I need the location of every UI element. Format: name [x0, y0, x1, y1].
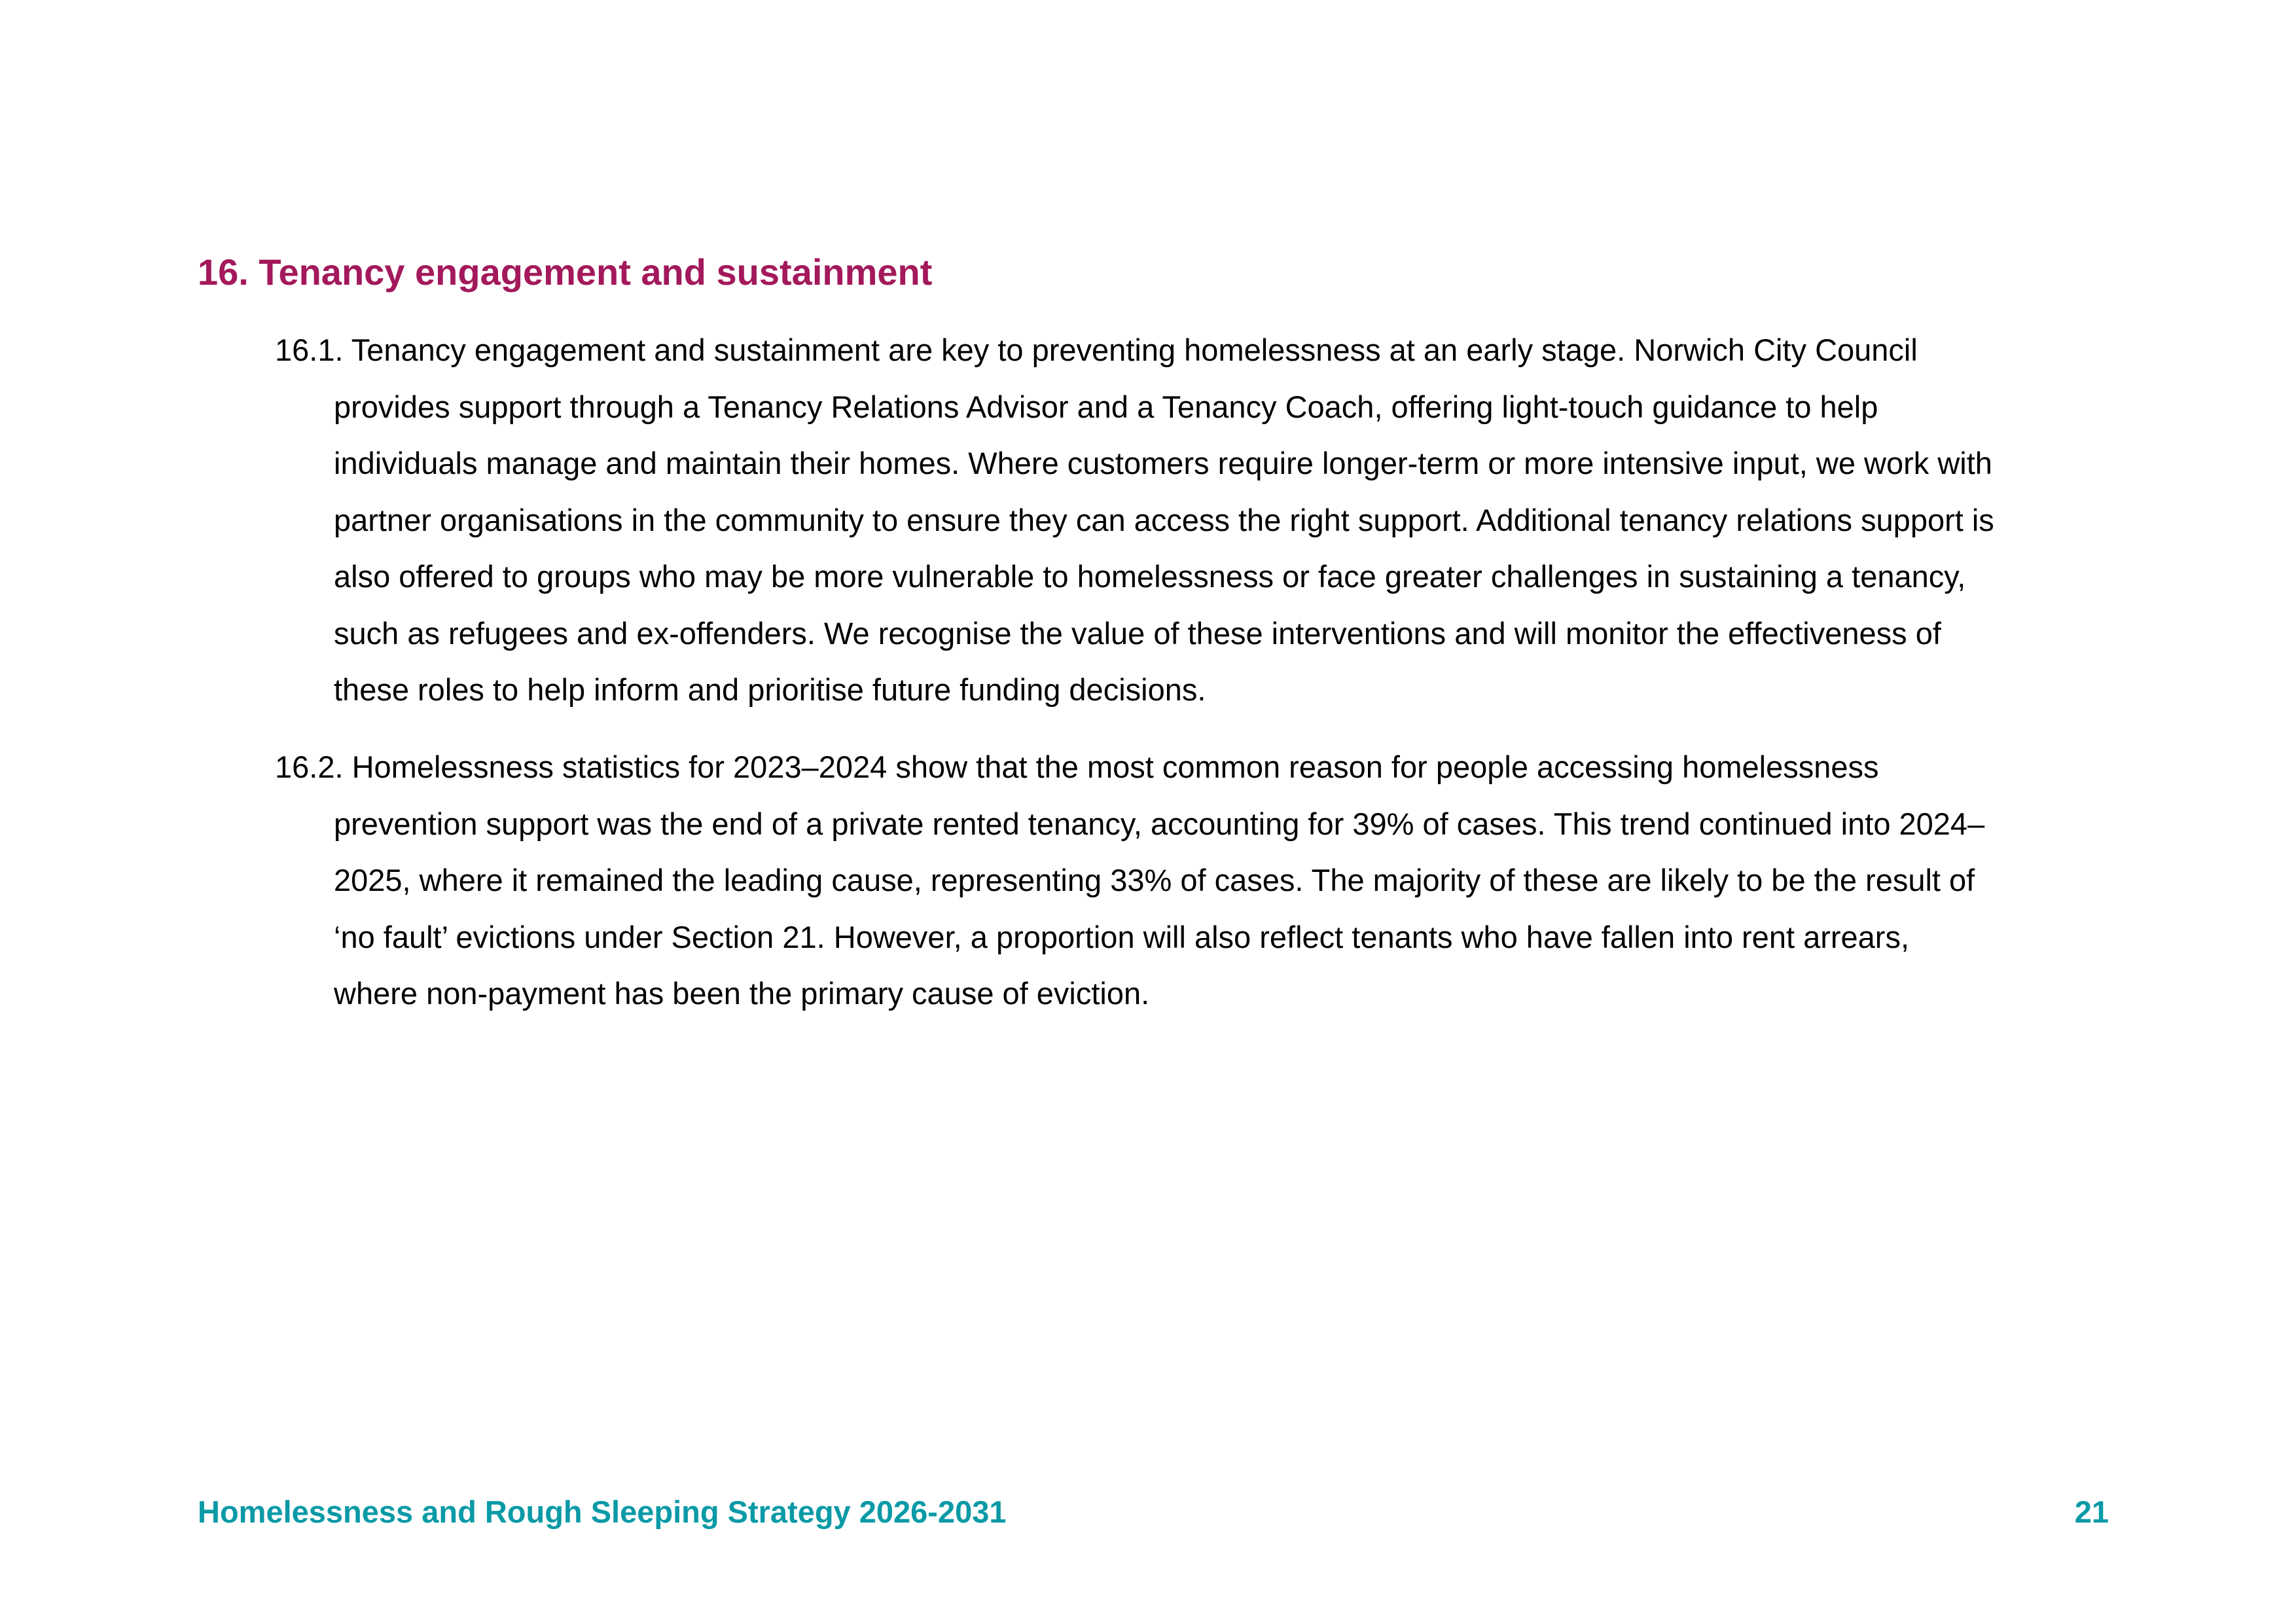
paragraph-line: prevention support was the end of a private rented tenancy, accounting for 39% of cases. This trend continued into 2024–	[334, 806, 1985, 841]
paragraph-line: where non-payment has been the primary cause of eviction.	[334, 976, 1150, 1011]
paragraph-line: these roles to help inform and prioritise future funding decisions.	[334, 672, 1206, 707]
paragraph-line: partner organisations in the community to ensure they can access the right support. Additional tenancy relations support is	[334, 502, 1994, 537]
paragraph-16-2	[275, 739, 2121, 1022]
paragraph-line: such as refugees and ex-offenders. We recognise the value of these interventions and will monitor the effectiveness of	[334, 615, 1941, 651]
paragraph-line: 16.2. Homelessness statistics for 2023–2024 show that the most common reason for people accessing homelessness	[275, 749, 1879, 784]
paragraph-line: also offered to groups who may be more vulnerable to homelessness or face greater challenges in sustaining a tenancy,	[334, 559, 1966, 594]
paragraph-line: ‘no fault’ evictions under Section 21. However, a proportion will also reflect tenants who have fallen into rent arrears,	[334, 919, 1910, 954]
paragraph-16-1	[275, 322, 2121, 719]
paragraph-line: 16.1. Tenancy engagement and sustainment are key to preventing homelessness at an early stage. Norwich City Council	[275, 333, 1918, 367]
footer-page-number: 21	[2074, 1494, 2109, 1529]
footer-document-title: Homelessness and Rough Sleeping Strategy 2026-2031	[198, 1494, 1007, 1529]
paragraph-line: individuals manage and maintain their homes. Where customers require longer-term or more intensive input, we work with	[334, 446, 1992, 480]
section-heading: 16. Tenancy engagement and sustainment	[198, 251, 933, 293]
paragraph-line: provides support through a Tenancy Relations Advisor and a Tenancy Coach, offering light-touch guidance to help	[334, 389, 1878, 424]
paragraph-line: 2025, where it remained the leading cause, representing 33% of cases. The majority of these are likely to be the result of	[334, 863, 1975, 897]
